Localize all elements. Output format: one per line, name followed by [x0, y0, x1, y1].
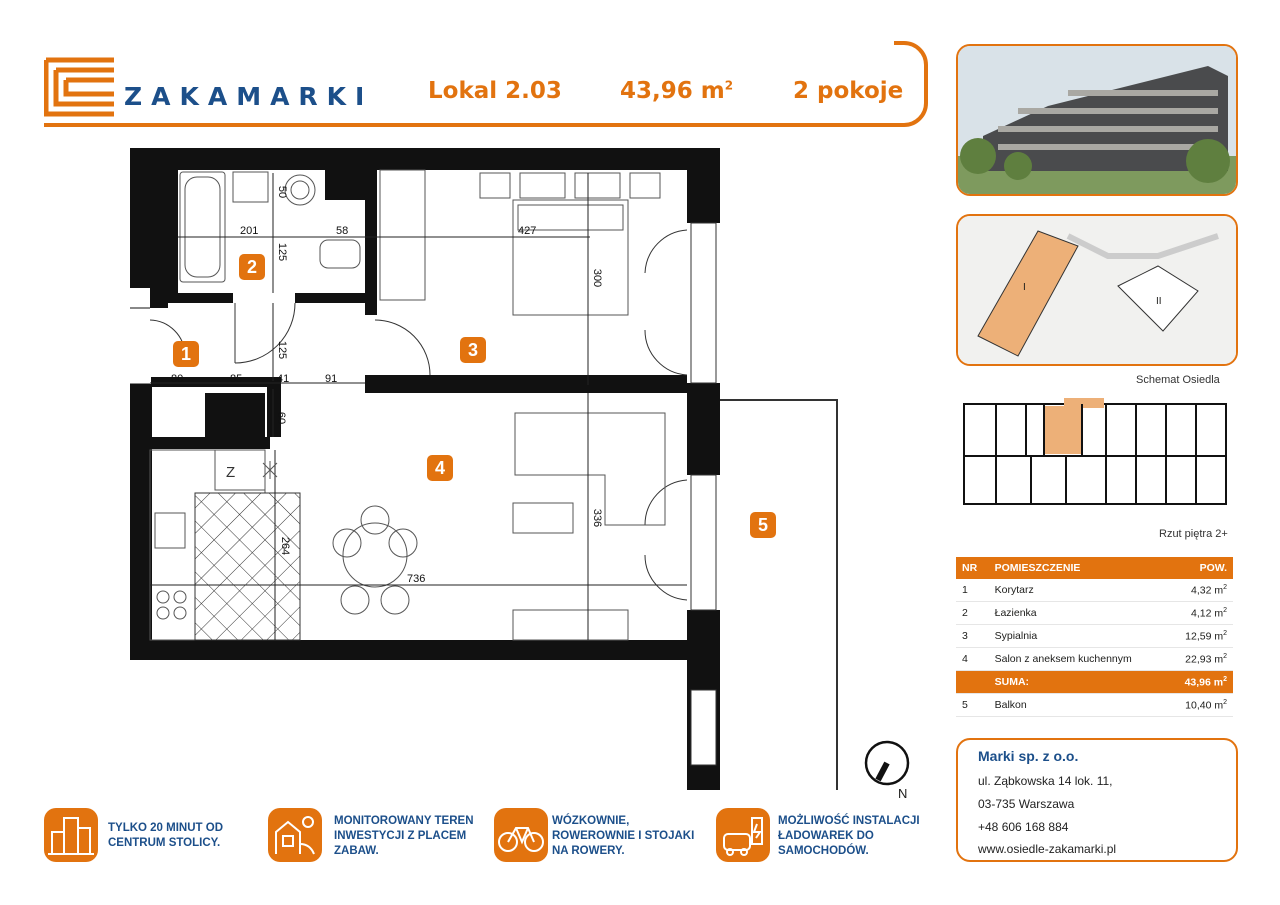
table-row: [956, 602, 1233, 625]
dim-60: 60: [275, 411, 288, 425]
floor-plan: [125, 145, 865, 795]
row-nr: 1: [956, 579, 989, 602]
floor-caption: Rzut piętra 2+: [1159, 528, 1228, 540]
row-area: 22,93 $m^2$: [1168, 648, 1233, 671]
estate-map: [956, 214, 1238, 366]
feature-text-bicycle: WÓZKOWNIE, ROWEROWNIE I STOJAKI NA ROWERY.: [552, 815, 695, 857]
bicycle-icon: [494, 808, 548, 862]
row-area: 4,32 $m^2$: [1168, 579, 1233, 602]
building-label-2: II: [1156, 296, 1162, 307]
estate-caption: Schemat Osiedla: [1136, 374, 1220, 386]
compass-icon: [862, 738, 912, 788]
building-render-image: [958, 46, 1236, 194]
col-room: POMIESZCZENIE: [989, 557, 1168, 579]
sum-label: SUMA:: [989, 671, 1168, 694]
dim-336: 336: [591, 508, 604, 528]
sum-area: 43,96 $m^2$: [1168, 671, 1233, 694]
feature-text-city: TYLKO 20 MINUT OD CENTRUM STOLICY.: [108, 822, 224, 849]
row-nr: 5: [956, 694, 989, 717]
rooms-table: [956, 557, 1233, 717]
table-row: [956, 648, 1233, 671]
col-area: POW.: [1168, 557, 1233, 579]
contact-box: [956, 738, 1238, 862]
dim-427: 427: [518, 225, 537, 237]
dim-264: 264: [279, 536, 292, 556]
row-nr: 2: [956, 602, 989, 625]
logo-mark-icon: [44, 56, 116, 118]
dim-91: 91: [325, 373, 338, 385]
dim-41: 41: [277, 373, 290, 385]
phone-number[interactable]: +48 606 168 884: [978, 820, 1069, 834]
room-badge-2: 2: [239, 254, 265, 280]
col-nr: NR: [956, 557, 989, 579]
dim-80: 80: [171, 373, 184, 385]
table-row-balcony: [956, 694, 1233, 717]
feature-text-ev: MOŻLIWOŚĆ INSTALACJI ŁADOWAREK DO SAMOCHODÓW.: [778, 815, 920, 857]
compass-label: N: [898, 786, 908, 801]
dim-50: 50: [276, 185, 289, 199]
address-street: ul. Ząbkowska 14 lok. 11,: [978, 774, 1113, 788]
city-icon: [44, 808, 98, 862]
rooms-count: 2 pokoje: [793, 78, 904, 104]
row-name: Salon z aneksem kuchennym: [989, 648, 1168, 671]
row-nr: 3: [956, 625, 989, 648]
kitchen-symbol: Z: [226, 464, 236, 481]
row-name: Sypialnia: [989, 625, 1168, 648]
dim-201: 201: [240, 225, 259, 237]
sum-spacer: [956, 671, 989, 694]
playground-icon: [268, 808, 322, 862]
website-link[interactable]: www.osiedle-zakamarki.pl: [978, 842, 1117, 856]
room-badge-4: 4: [427, 455, 453, 481]
unit-number: Lokal 2.03: [428, 78, 562, 104]
company-name: Marki sp. z o.o.: [978, 748, 1079, 764]
dim-125-hall: 125: [276, 340, 289, 360]
row-area: 12,59 $m^2$: [1168, 625, 1233, 648]
dim-85: 85: [230, 373, 243, 385]
table-sum-row: [956, 671, 1233, 694]
dim-125-bath: 125: [276, 242, 289, 262]
row-area: 10,40 $m^2$: [1168, 694, 1233, 717]
unit-area: 43,96 $m^2$: [620, 78, 734, 104]
building-label-1: I: [1023, 282, 1026, 293]
floor-key-plan: [956, 394, 1234, 518]
row-nr: 4: [956, 648, 989, 671]
table-row: [956, 579, 1233, 602]
table-row: [956, 625, 1233, 648]
dim-58: 58: [336, 225, 349, 237]
row-name: Łazienka: [989, 602, 1168, 625]
brand-logo-text: ZAKAMARKI: [124, 82, 374, 111]
feature-text-playground: MONITOROWANY TEREN INWESTYCJI Z PLACEM ZABAW.: [334, 815, 474, 857]
room-badge-3: 3: [460, 337, 486, 363]
dim-736: 736: [407, 573, 426, 585]
address-city: 03-735 Warszawa: [978, 797, 1075, 811]
dim-300: 300: [591, 268, 604, 288]
building-render: [956, 44, 1238, 196]
room-badge-1: 1: [173, 341, 199, 367]
room-badge-5: 5: [750, 512, 776, 538]
ev-charger-icon: [716, 808, 770, 862]
row-name: Korytarz: [989, 579, 1168, 602]
row-area: 4,12 $m^2$: [1168, 602, 1233, 625]
row-name: Balkon: [989, 694, 1168, 717]
table-header: [956, 557, 1233, 579]
